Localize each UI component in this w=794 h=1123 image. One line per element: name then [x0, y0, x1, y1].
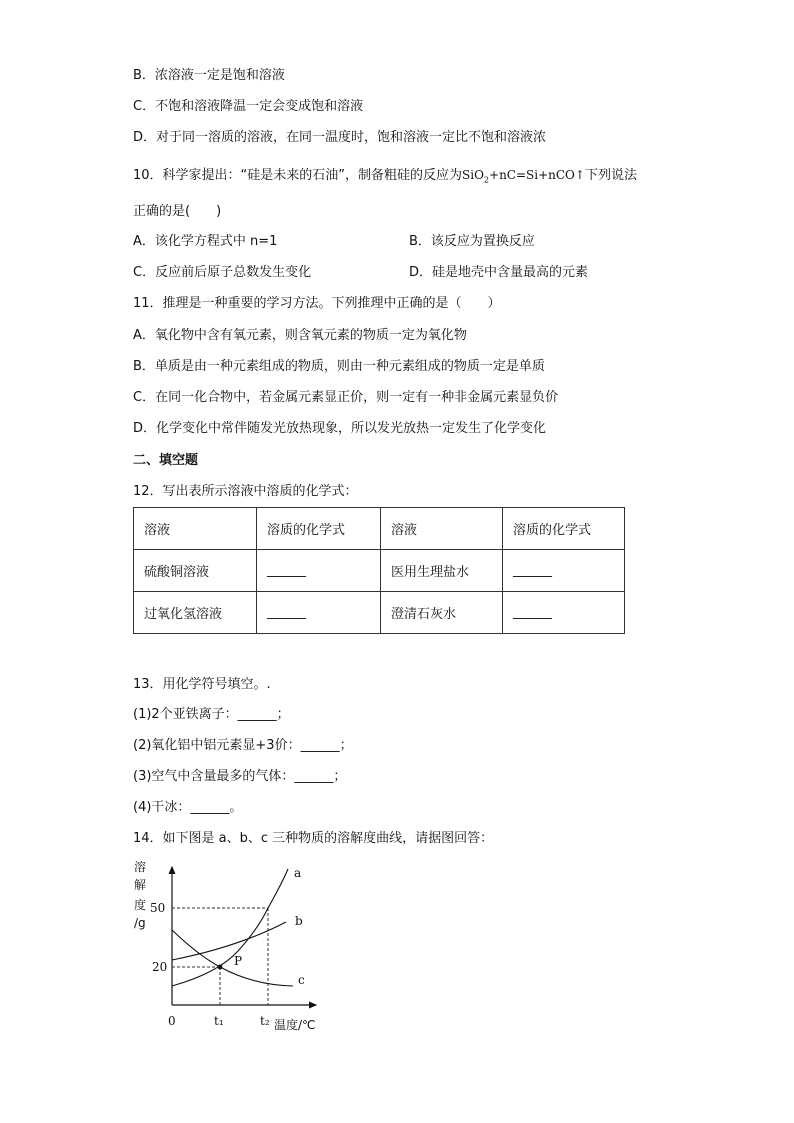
- series-b-label: b: [295, 914, 303, 928]
- answer-blank[interactable]: ______: [503, 550, 625, 592]
- solubility-chart: [128, 855, 338, 1040]
- section-title-fill-blank: 二、填空题: [133, 453, 199, 468]
- table-row: [134, 550, 625, 592]
- table-cell: 硫酸铜溶液: [134, 550, 257, 592]
- q10-option-b: B．该反应为置换反应: [409, 234, 535, 249]
- reaction-formula: SiO$_2$+nC=Si+nCO↑: [462, 168, 585, 185]
- q10-stem-line2: 正确的是( ): [133, 204, 222, 219]
- table-row: [134, 592, 625, 634]
- y-tick-label-20: 20: [152, 960, 168, 974]
- q11-option-d: D．化学变化中常伴随发光放热现象，所以发光放热一定发生了化学变化: [133, 421, 547, 436]
- q12-stem: 12．写出表所示溶液中溶质的化学式：: [133, 484, 358, 499]
- q11-stem: 11．推理是一种重要的学习方法。下列推理中正确的是（ ）: [133, 296, 501, 311]
- q14-stem: 14．如下图是 a、b、c 三种物质的溶解度曲线，请据图回答：: [133, 831, 494, 846]
- series-c-label: c: [298, 973, 305, 987]
- y-axis-label-char: /g: [134, 916, 146, 930]
- q10-option-a: A．该化学方程式中 n=1: [133, 234, 278, 249]
- q11-option-b: B．单质是由一种元素组成的物质，则由一种元素组成的物质一定是单质: [133, 359, 545, 374]
- y-axis-label-char: 解: [134, 878, 147, 892]
- q9-option-d: D．对于同一溶质的溶液，在同一温度时，饱和溶液一定比不饱和溶液浓: [133, 130, 547, 145]
- series-b-curve: [172, 922, 286, 960]
- solute-table: [133, 507, 625, 634]
- q9-option-b: B．浓溶液一定是饱和溶液: [133, 68, 285, 83]
- q9-option-c: C．不饱和溶液降温一定会变成饱和溶液: [133, 99, 364, 114]
- y-axis-label-char: 度: [134, 898, 147, 912]
- point-label-p: P: [234, 954, 243, 968]
- q13-item-4: (4)干冰：______。: [133, 800, 243, 815]
- x-axis-label: 温度/℃: [274, 1018, 316, 1032]
- q10-stem: 10．科学家提出：“硅是未来的石油”，制备粗硅的反应为SiO$_2$+nC=Si+nCO↑下列说法: [133, 168, 637, 185]
- table-header-cell: 溶液: [381, 508, 503, 550]
- q11-option-c: C．在同一化合物中，若金属元素显正价，则一定有一种非金属元素显负价: [133, 390, 559, 405]
- table-header-cell: 溶质的化学式: [503, 508, 625, 550]
- table-cell: 过氧化氢溶液: [134, 592, 257, 634]
- series-a-label: a: [294, 866, 302, 880]
- x-tick-label-t2: t₂: [260, 1014, 270, 1028]
- q13-stem: 13．用化学符号填空。.: [133, 677, 271, 692]
- answer-blank[interactable]: ______: [257, 592, 381, 634]
- y-tick-label-50: 50: [150, 901, 166, 915]
- table-cell: 医用生理盐水: [381, 550, 503, 592]
- x-tick-label-t1: t₁: [214, 1014, 224, 1028]
- answer-blank[interactable]: ______: [503, 592, 625, 634]
- q13-item-1: (1)2个亚铁离子：______；: [133, 707, 290, 722]
- series-c-curve: [172, 930, 293, 986]
- origin-label: 0: [168, 1014, 176, 1028]
- q10-option-d: D．硅是地壳中含量最高的元素: [409, 265, 589, 280]
- q13-item-3: (3)空气中含量最多的气体：______；: [133, 769, 347, 784]
- q10-option-c: C．反应前后原子总数发生变化: [133, 265, 312, 280]
- table-cell: 澄清石灰水: [381, 592, 503, 634]
- table-header-cell: 溶液: [134, 508, 257, 550]
- q13-item-2: (2)氧化铝中铝元素显+3价：______；: [133, 738, 353, 753]
- q11-option-a: A．氧化物中含有氧元素，则含氧元素的物质一定为氧化物: [133, 328, 467, 343]
- table-header-row: [134, 508, 625, 550]
- y-axis-label-char: 溶: [134, 860, 147, 874]
- answer-blank[interactable]: ______: [257, 550, 381, 592]
- series-a-curve: [172, 869, 288, 986]
- intersection-point-p: [218, 965, 223, 970]
- table-header-cell: 溶质的化学式: [257, 508, 381, 550]
